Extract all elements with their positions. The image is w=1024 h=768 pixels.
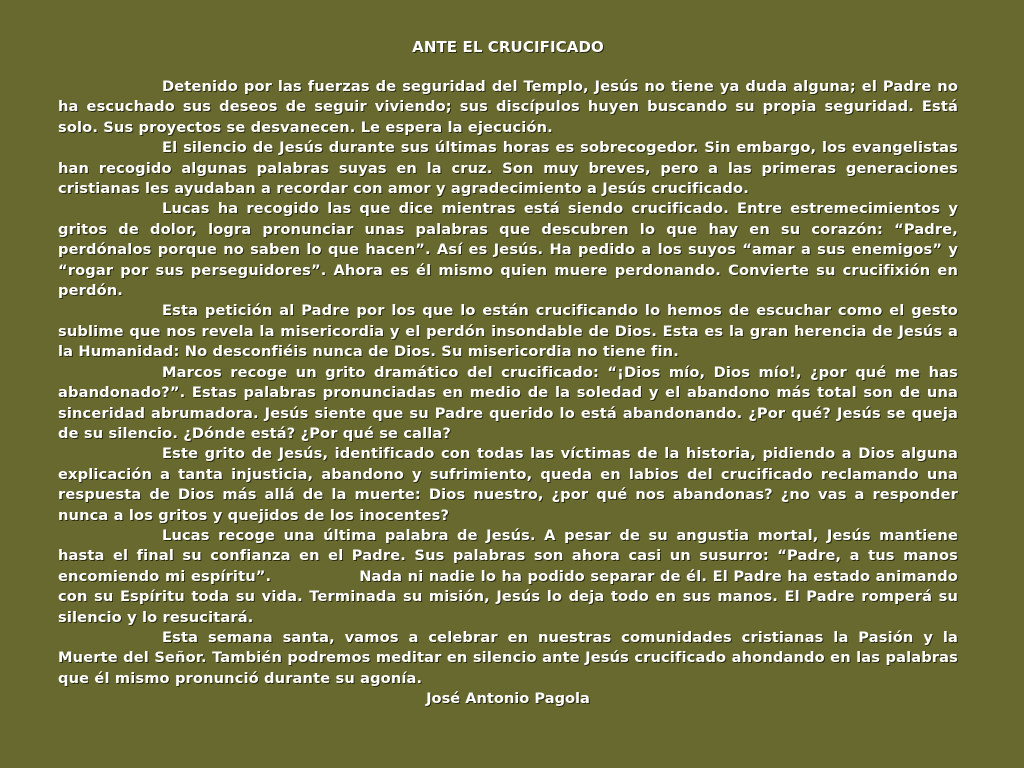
author-signature: José Antonio Pagola: [426, 690, 590, 708]
document-title: ANTE EL CRUCIFICADO: [412, 38, 604, 56]
paragraph-3: Lucas ha recogido las que dice mientras está siendo crucificado. Entre estremecimientos y gritos de dolor, logra pronunciar unas palabras que descubren lo que hay en su corazón: “Padre, perdónalos porque no saben lo que hacen”. Así es Jesús. Ha pedido a los suyos “amar a sus enemigos” y “rogar por sus perseguidores”. Ahora es él mismo quien muere perdonando. Convierte su crucifixión en perdón.: [58, 200, 958, 300]
paragraph-1: Detenido por las fuerzas de seguridad del Templo, Jesús no tiene ya duda alguna; el Padre no ha escuchado sus deseos de seguir viviendo; sus discípulos huyen buscando su propia seguridad. Está solo. Sus proyectos se desvanecen. Le espera la ejecución.: [58, 78, 958, 136]
paragraph-7-part-2: Nada ni nadie lo ha podido separar de él. El Padre ha estado animando con su Espíritu toda su vida. Terminada su misión, Jesús lo deja todo en sus manos. El Padre romperá su silencio y lo resucitará.: [58, 567, 958, 626]
paragraph-7: [58, 526, 958, 628]
paragraph-4: Esta petición al Padre por los que lo están crucificando lo hemos de escuchar como el gesto sublime que nos revela la misericordia y el perdón insondable de Dios. Esta es la gran herencia de Jesús a la Humanidad: No desconfiéis nunca de Dios. Su misericordia no tiene fin.: [58, 302, 958, 361]
slide-content: [58, 37, 958, 757]
paragraph-8: Esta semana santa, vamos a celebrar en nuestras comunidades cristianas la Pasión y la Muerte del Señor. También podremos meditar en silencio ante Jesús crucificado ahondando en las palabras que él mismo pronunció durante su agonía.: [58, 628, 958, 687]
paragraph-5: Marcos recoge un grito dramático del crucificado: “¡Dios mío, Dios mío!, ¿por qué me has abandonado?”. Estas palabras pronunciadas en medio de la soledad y el abandono más total son de una sinceridad abrumadora. Jesús siente que su Padre querido lo está abandonando. ¿Por qué? Jesús se queja de su silencio. ¿Dónde está? ¿Por qué se calla?: [58, 363, 958, 442]
paragraph-7-part-1: Lucas recoge una última palabra de Jesús. A pesar de su angustia mortal, Jesús mantiene hasta el final su confianza en el Padre. Sus palabras son ahora casi un susurro: “Padre, a tus manos encomiendo mi espíritu”.: [58, 526, 958, 585]
paragraph-6: Este grito de Jesús, identificado con todas las víctimas de la historia, pidiendo a Dios alguna explicación a tanta injusticia, abandono y sufrimiento, queda en labios del crucificado reclamando una respuesta de Dios más allá de la muerte: Dios nuestro, ¿por qué nos abandonas? ¿no vas a responder nunca a los gritos y quejidos de los inocentes?: [58, 445, 958, 524]
paragraph-2: El silencio de Jesús durante sus últimas horas es sobrecogedor. Sin embargo, los evangelistas han recogido algunas palabras suyas en la cruz. Son muy breves, pero a las primeras generaciones cristianas les ayudaban a recordar con amor y agradecimiento a Jesús crucificado.: [58, 139, 958, 198]
